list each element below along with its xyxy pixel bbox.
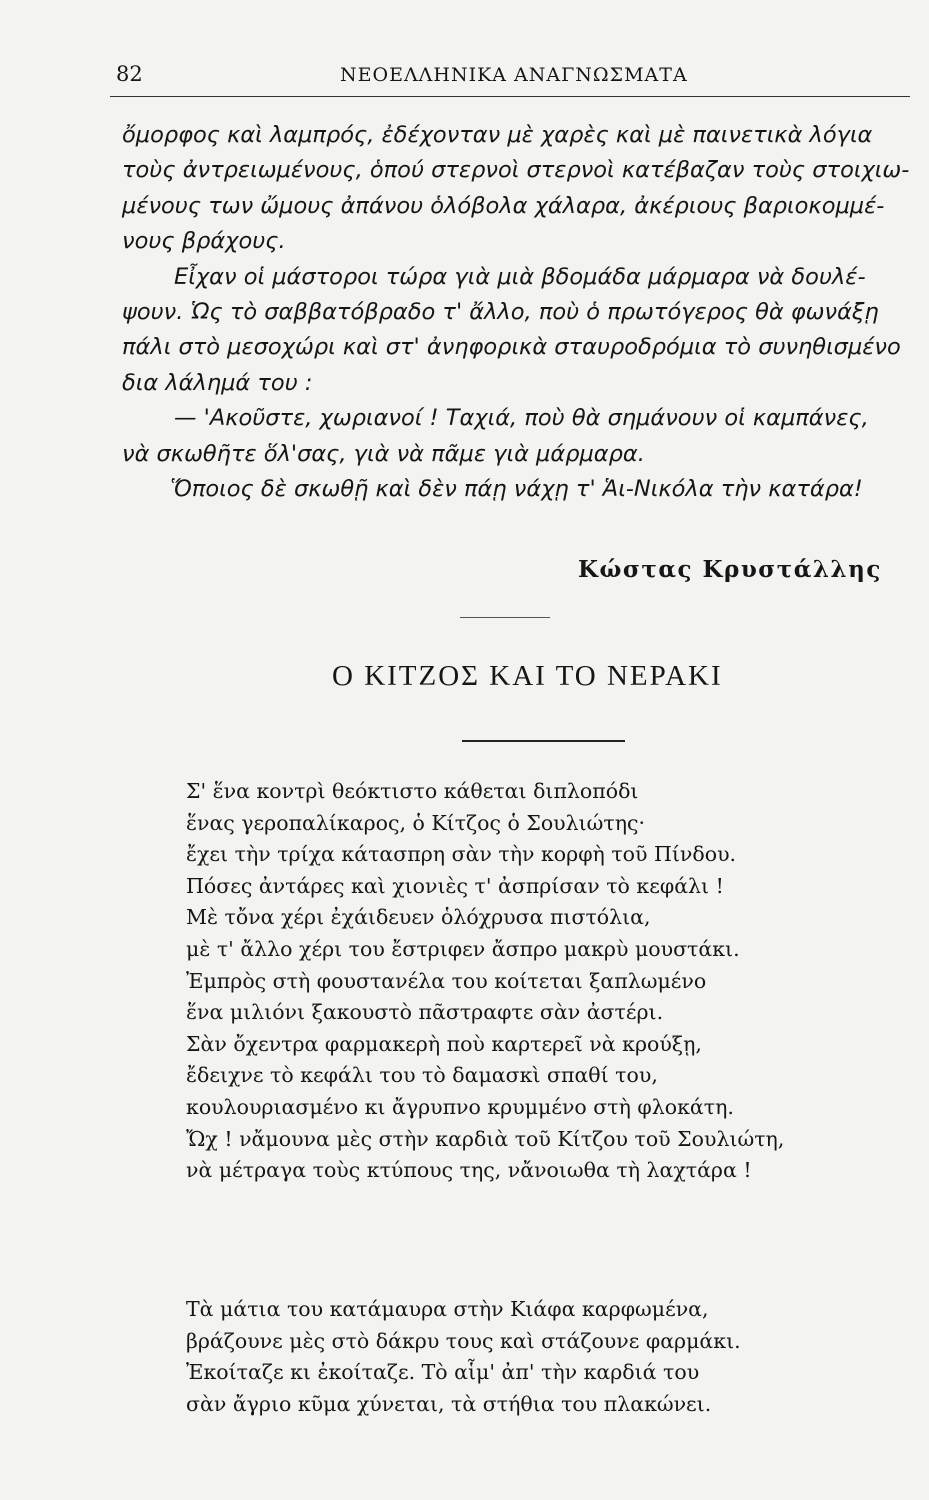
prose-line: ψουν. Ὡς τὸ σαββατόβραδο τ' ἄλλο, ποὺ ὁ πρωτόγερος θὰ φωνάξῃ: [122, 299, 879, 326]
poem-stanza-1: [186, 776, 906, 1187]
verse-line: σὰν ἄγριο κῦμα χύνεται, τὰ στήθια του πλακώνει.: [186, 1391, 712, 1416]
verse-line: Ἐκοίταζε κι ἐκοίταζε. Τὸ αἷμ' ἀπ' τὴν καρδιά του: [186, 1360, 700, 1385]
running-title: ΝΕΟΕΛΛΗΝΙΚΑ ΑΝΑΓΝΩΣΜΑΤΑ: [340, 64, 688, 86]
prose-line: ὄμορφος καὶ λαμπρός, ἐδέχονταν μὲ χαρὲς καὶ μὲ παινετικὰ λόγια: [122, 122, 873, 148]
verse-line: Μὲ τὄνα χέρι ἐχάιδευεν ὁλόχρυσα πιστόλια,: [186, 905, 651, 930]
prose-line: πάλι στὸ μεσοχώρι καὶ στ' ἀνηφορικὰ σταυροδρόμια τὸ συνηθισμένο: [122, 334, 901, 361]
verse-line: ἕνα μιλιόνι ξακουστὸ πᾶστραφτε σὰν ἀστέρι.: [186, 1000, 664, 1025]
verse-line: Σὰν ὄχεντρα φαρμακερὴ ποὺ καρτερεῖ νὰ κρούξῃ,: [186, 1031, 702, 1056]
verse-line: κουλουριασμένο κι ἄγρυπνο κρυμμένο στὴ φλοκάτη.: [186, 1094, 734, 1119]
author-signature: Κώστας Κρυστάλλης: [578, 556, 882, 583]
verse-line: Σ' ἕνα κοντρὶ θεόκτιστο κάθεται διπλοπόδι: [186, 779, 639, 803]
prose-line: τοὺς ἀντρειωμένους, ὁπού στερνοὶ στερνοὶ κατέβαζαν τοὺς στοιχιω-: [122, 157, 910, 184]
verse-line: Πόσες ἀντάρες καὶ χιονιὲς τ' ἀσπρίσαν τὸ κεφάλι !: [186, 873, 724, 898]
prose-passage: [122, 118, 922, 507]
verse-line: Τὰ μάτια του κατάμαυρα στὴν Κιάφα καρφωμένα,: [186, 1297, 709, 1321]
prose-line: — 'Ακοῦστε, χωριανοί ! Ταχιά, ποὺ θὰ σημάνουν οἱ καμπάνες,: [174, 405, 869, 432]
page-header: [110, 56, 910, 97]
verse-line: Ἐμπρὸς στὴ φουστανέλα του κοίτεται ξαπλωμένο: [186, 968, 707, 993]
verse-line: Ὤχ ! νἄμουνα μὲς στὴν καρδιὰ τοῦ Κίτζου τοῦ Σουλιώτη,: [186, 1126, 785, 1151]
prose-line: δια λάλημά του :: [122, 369, 313, 396]
poem-stanza-2: [186, 1294, 906, 1420]
prose-line: Εἶχαν οἱ μάστοροι τώρα γιὰ μιὰ βδομάδα μάρμαρα νὰ δουλέ-: [174, 263, 866, 290]
prose-line: μένους των ὤμους ἀπάνου ὁλόβολα χάλαρα, ἀκέριους βαριοκομμέ-: [122, 192, 885, 219]
prose-line: Ὅποιος δὲ σκωθῇ καὶ δὲν πάῃ νάχῃ τ' Ἁι-Νικόλα τὴν κατάρα!: [170, 476, 863, 503]
title-rule: [462, 740, 625, 742]
verse-line: ἔδειχνε τὸ κεφάλι του τὸ δαμασκὶ σπαθί του,: [186, 1063, 658, 1088]
prose-line: νους βράχους.: [122, 228, 286, 255]
verse-line: νὰ μέτραγα τοὺς κτύπους της, νἄνοιωθα τὴ λαχτάρα !: [186, 1158, 752, 1183]
verse-line: μὲ τ' ἄλλο χέρι του ἔστριφεν ἄσπρο μακρὺ μουστάκι.: [186, 936, 740, 961]
section-divider: [460, 617, 550, 618]
poem-title: Ο ΚΙΤΖΟΣ ΚΑΙ ΤΟ ΝΕΡΑΚΙ: [332, 660, 723, 692]
verse-line: ἕνας γεροπαλίκαρος, ὁ Κίτζος ὁ Σουλιώτης·: [186, 810, 646, 835]
verse-line: βράζουνε μὲς στὸ δάκρυ τους καὶ στάζουνε φαρμάκι.: [186, 1328, 741, 1353]
page-number: 82: [116, 62, 143, 86]
prose-line: νὰ σκωθῆτε ὅλ'σας, γιὰ νὰ πᾶμε γιὰ μάρμαρα.: [122, 440, 645, 467]
verse-line: ἔχει τὴν τρίχα κάτασπρη σὰν τὴν κορφὴ τοῦ Πίνδου.: [186, 842, 737, 867]
